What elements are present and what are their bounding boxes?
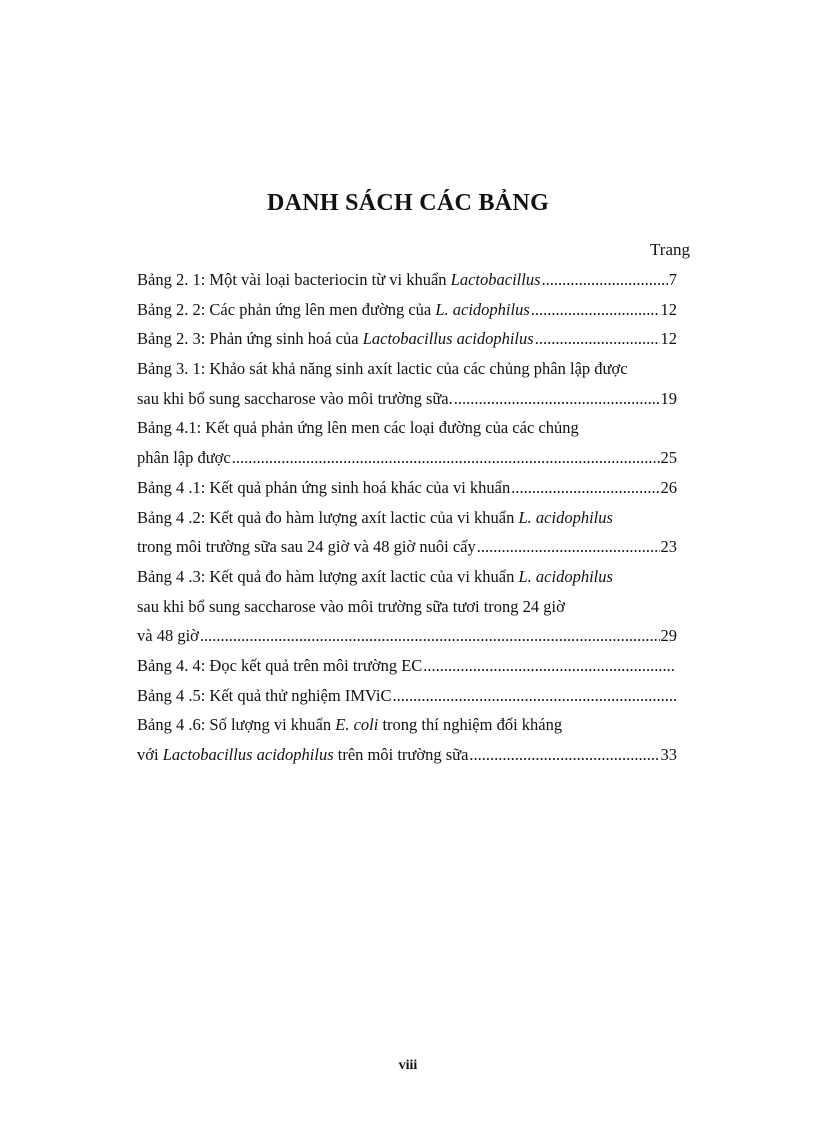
list-item: Bảng 2. 2: Các phản ứng lên men đường của L. acidophilus ..... 12 <box>137 295 677 325</box>
list-item: Bảng 2. 3: Phản ứng sinh hoá của Lactobacillus acidophilus ..... 12 <box>137 324 677 354</box>
list-item: phân lập được ..... 25 <box>137 443 677 473</box>
list-item: Bảng 4.1: Kết quả phản ứng lên men các loại đường của các chủng <box>137 418 579 438</box>
list-item: Bảng 2. 1: Một vài loại bacteriocin từ vi khuẩn Lactobacillus ..... 7 <box>137 265 677 295</box>
list-item: và 48 giờ ..... 29 <box>137 621 677 651</box>
page-column-label: Trang <box>650 240 690 259</box>
list-item: sau khi bổ sung saccharose vào môi trường sữa tươi trong 24 giờ <box>137 596 565 616</box>
list-item: Bảng 4 .1: Kết quả phản ứng sinh hoá khác của vi khuẩn ..... 26 <box>137 473 677 503</box>
list-item: Bảng 3. 1: Khảo sát khả năng sinh axít lactic của các chủng phân lập được <box>137 359 628 379</box>
list-item: Bảng 4 .3: Kết quả đo hàm lượng axít lactic của vi khuẩn L. acidophilus <box>137 566 613 586</box>
list-item: Bảng 4 .5: Kết quả thử nghiệm IMViC ..... <box>137 681 677 711</box>
page-title: DANH SÁCH CÁC BẢNG <box>266 190 550 216</box>
list-item: Bảng 4 .6: Số lượng vi khuẩn E. coli trong thí nghiệm đối kháng <box>137 715 563 735</box>
list-item: Bảng 4 .2: Kết quả đo hàm lượng axít lactic của vi khuẩn L. acidophilus <box>137 507 613 527</box>
list-item: trong môi trường sữa sau 24 giờ và 48 giờ nuôi cấy ..... 23 <box>137 532 677 562</box>
list-item: với Lactobacillus acidophilus trên môi trường sữa ..... 33 <box>137 740 677 770</box>
list-item: Bảng 4. 4: Đọc kết quả trên môi trường EC ..... <box>137 651 677 681</box>
page-number: viii <box>398 1058 418 1073</box>
list-item: sau khi bổ sung saccharose vào môi trường sữa. ..... 19 <box>137 384 677 414</box>
table-list <box>137 265 677 770</box>
